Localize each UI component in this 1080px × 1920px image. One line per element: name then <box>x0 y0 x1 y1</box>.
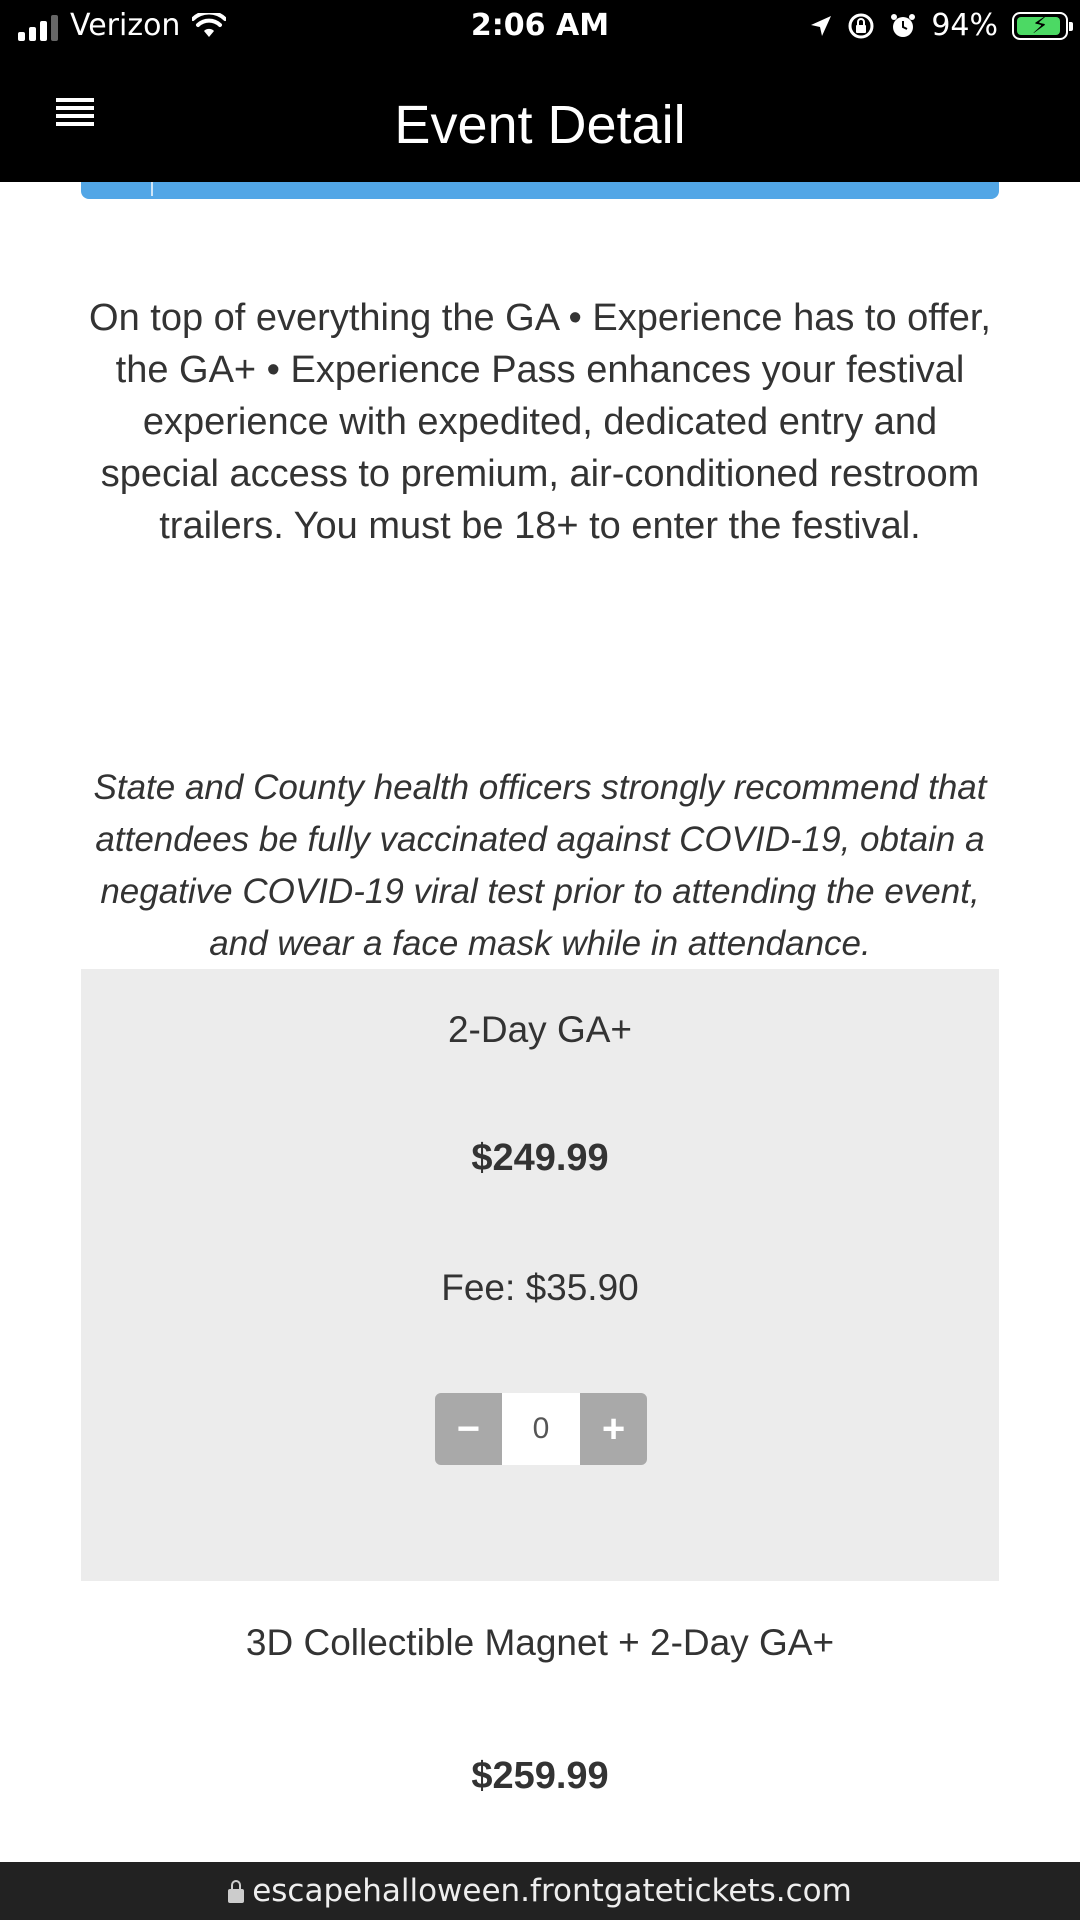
event-detail-content[interactable] <box>0 182 1080 1862</box>
alarm-icon <box>889 12 917 40</box>
carrier-name: Verizon <box>70 8 181 43</box>
ticket-card-2day-ga-plus <box>81 969 999 1581</box>
quantity-input[interactable] <box>502 1393 580 1465</box>
url-text: escapehalloween.frontgatetickets.com <box>252 1873 852 1909</box>
ticket-price: $249.99 <box>471 1137 609 1179</box>
lock-icon <box>228 1889 244 1903</box>
ticket-price: $259.99 <box>471 1755 609 1797</box>
ticket-description: On top of everything the GA • Experience has to offer, the GA+ • Experience Pass enhances your festival experience with expedited, dedicated entry and special access to premium, air-conditioned restroom trailers. You must be 18+ to enter the festival. <box>89 297 991 547</box>
battery-charging-icon: ⚡ <box>1012 12 1068 40</box>
page-title: Event Detail <box>394 95 686 155</box>
app-header <box>0 56 1080 182</box>
increment-button[interactable]: + <box>580 1393 647 1465</box>
decrement-button[interactable]: − <box>435 1393 502 1465</box>
status-right <box>809 8 1068 43</box>
ticket-name: 3D Collectible Magnet + 2-Day GA+ <box>245 1622 835 1663</box>
url-bar[interactable] <box>0 1862 1080 1920</box>
ticket-name: 2-Day GA+ <box>447 1009 633 1050</box>
battery-percent: 94% <box>931 8 998 43</box>
orientation-lock-icon <box>847 12 875 40</box>
status-bar <box>0 0 1080 56</box>
quantity-stepper <box>435 1393 647 1465</box>
health-notice: State and County health officers strongly recommend that attendees be fully vaccinated against COVID-19, obtain a negative COVID-19 viral test prior to attending the event, and wear a face mask while in attendance. <box>93 768 987 963</box>
ticket-fee: Fee: $35.90 <box>441 1267 639 1308</box>
location-icon <box>809 14 833 38</box>
status-time: 2:06 AM <box>470 8 610 43</box>
accent-bar <box>81 182 999 199</box>
